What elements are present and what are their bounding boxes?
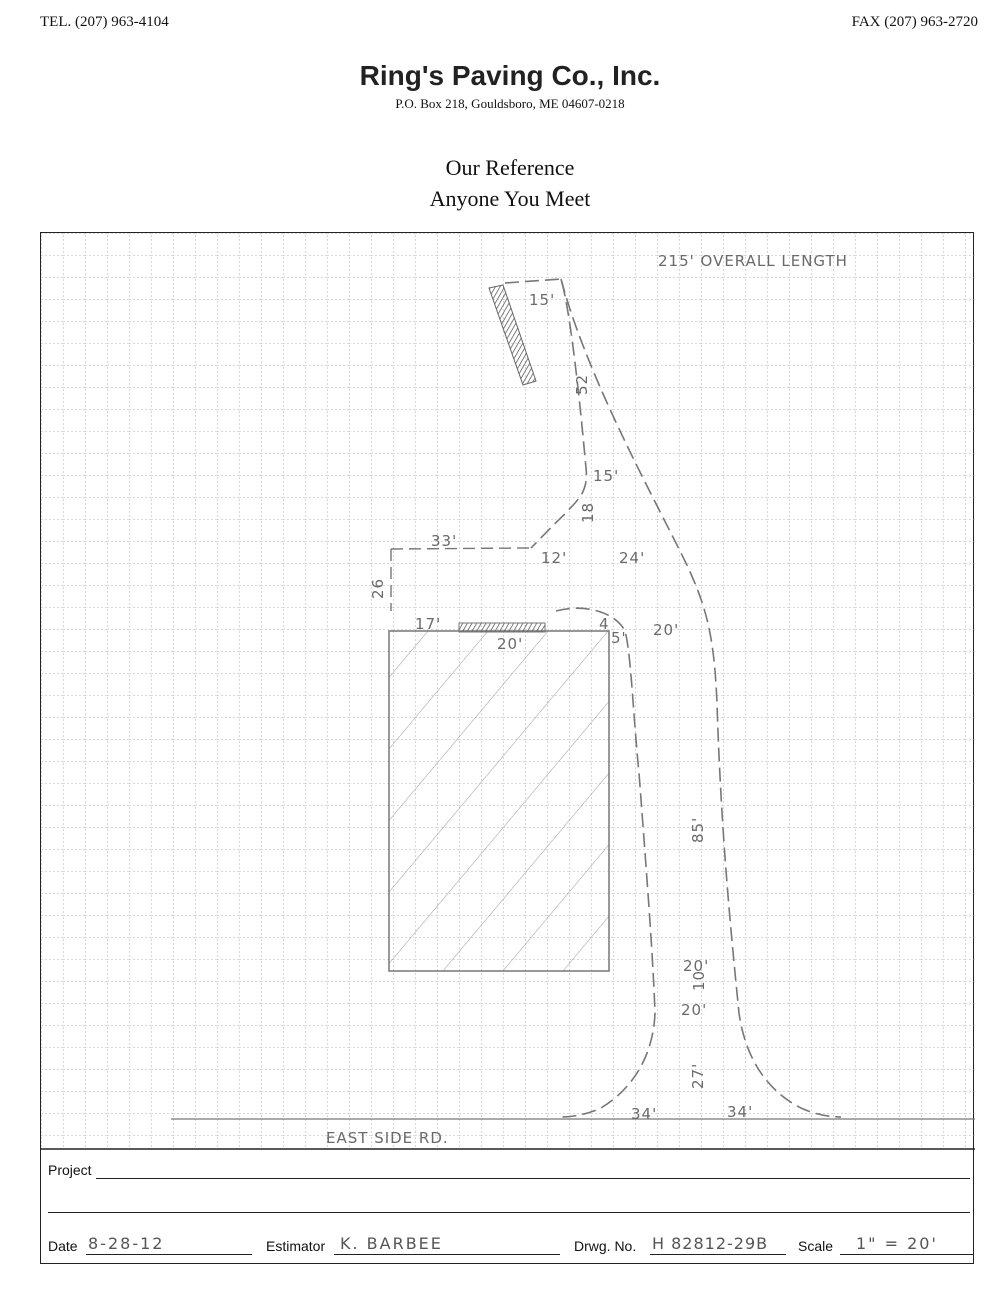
dim-4: 4 [599,615,610,633]
overall-length-note: 215' OVERALL LENGTH [658,252,848,270]
building-strip [459,623,545,632]
telephone-number: TEL. (207) 963-4104 [40,14,169,30]
dim-20-right: 20' [653,621,680,639]
dim-10: 10 [690,969,708,991]
project-second-line [48,1212,970,1213]
date-label: Date [48,1238,78,1254]
estimator-field[interactable] [334,1254,560,1255]
project-field[interactable] [96,1178,970,1179]
project-label: Project [48,1162,92,1178]
dim-34-left: 34' [631,1105,658,1123]
dim-18: 18 [579,501,597,523]
date-field[interactable] [86,1254,252,1255]
company-address: P.O. Box 218, Gouldsboro, ME 04607-0218 [395,96,625,111]
estimator-label: Estimator [266,1238,326,1254]
dim-17: 17' [415,615,442,633]
title-block [40,1148,974,1264]
dim-15-mid: 15' [593,467,620,485]
reference-line-2: Anyone You Meet [429,186,591,211]
dim-15-top: 15' [529,291,556,309]
road-label: EAST SIDE RD. [326,1129,449,1147]
dim-52: 52 [573,373,591,395]
estimator-value: K. BARBEE [340,1234,443,1253]
dim-27: 27' [689,1062,707,1089]
scale-value: 1" = 20' [856,1234,938,1253]
scale-field[interactable] [840,1254,974,1255]
paved-area-hatched [389,631,609,971]
dim-33: 33' [431,532,458,550]
graph-paper-sheet [40,232,974,1264]
site-sketch [41,233,975,1265]
dim-26: 26 [369,577,387,599]
dim-12: 12' [541,549,568,567]
company-name: Ring's Paving Co., Inc. [359,60,661,91]
dim-20-a: 20' [683,957,710,975]
dim-85: 85' [689,816,707,843]
drawing-number-label: Drwg. No. [574,1238,637,1254]
drawing-number-field[interactable] [650,1254,786,1255]
scale-label: Scale [798,1238,834,1254]
dim-34-right: 34' [727,1103,754,1121]
dim-20-b: 20' [681,1001,708,1019]
date-value: 8-28-12 [88,1234,165,1253]
fax-number: FAX (207) 963-2720 [851,14,978,30]
dim-5: 5' [611,629,627,647]
dim-20-mid: 20' [497,635,524,653]
drawing-number-value: H 82812-29B [652,1234,769,1253]
reference-line-1: Our Reference [445,155,575,180]
dim-24: 24' [619,549,646,567]
